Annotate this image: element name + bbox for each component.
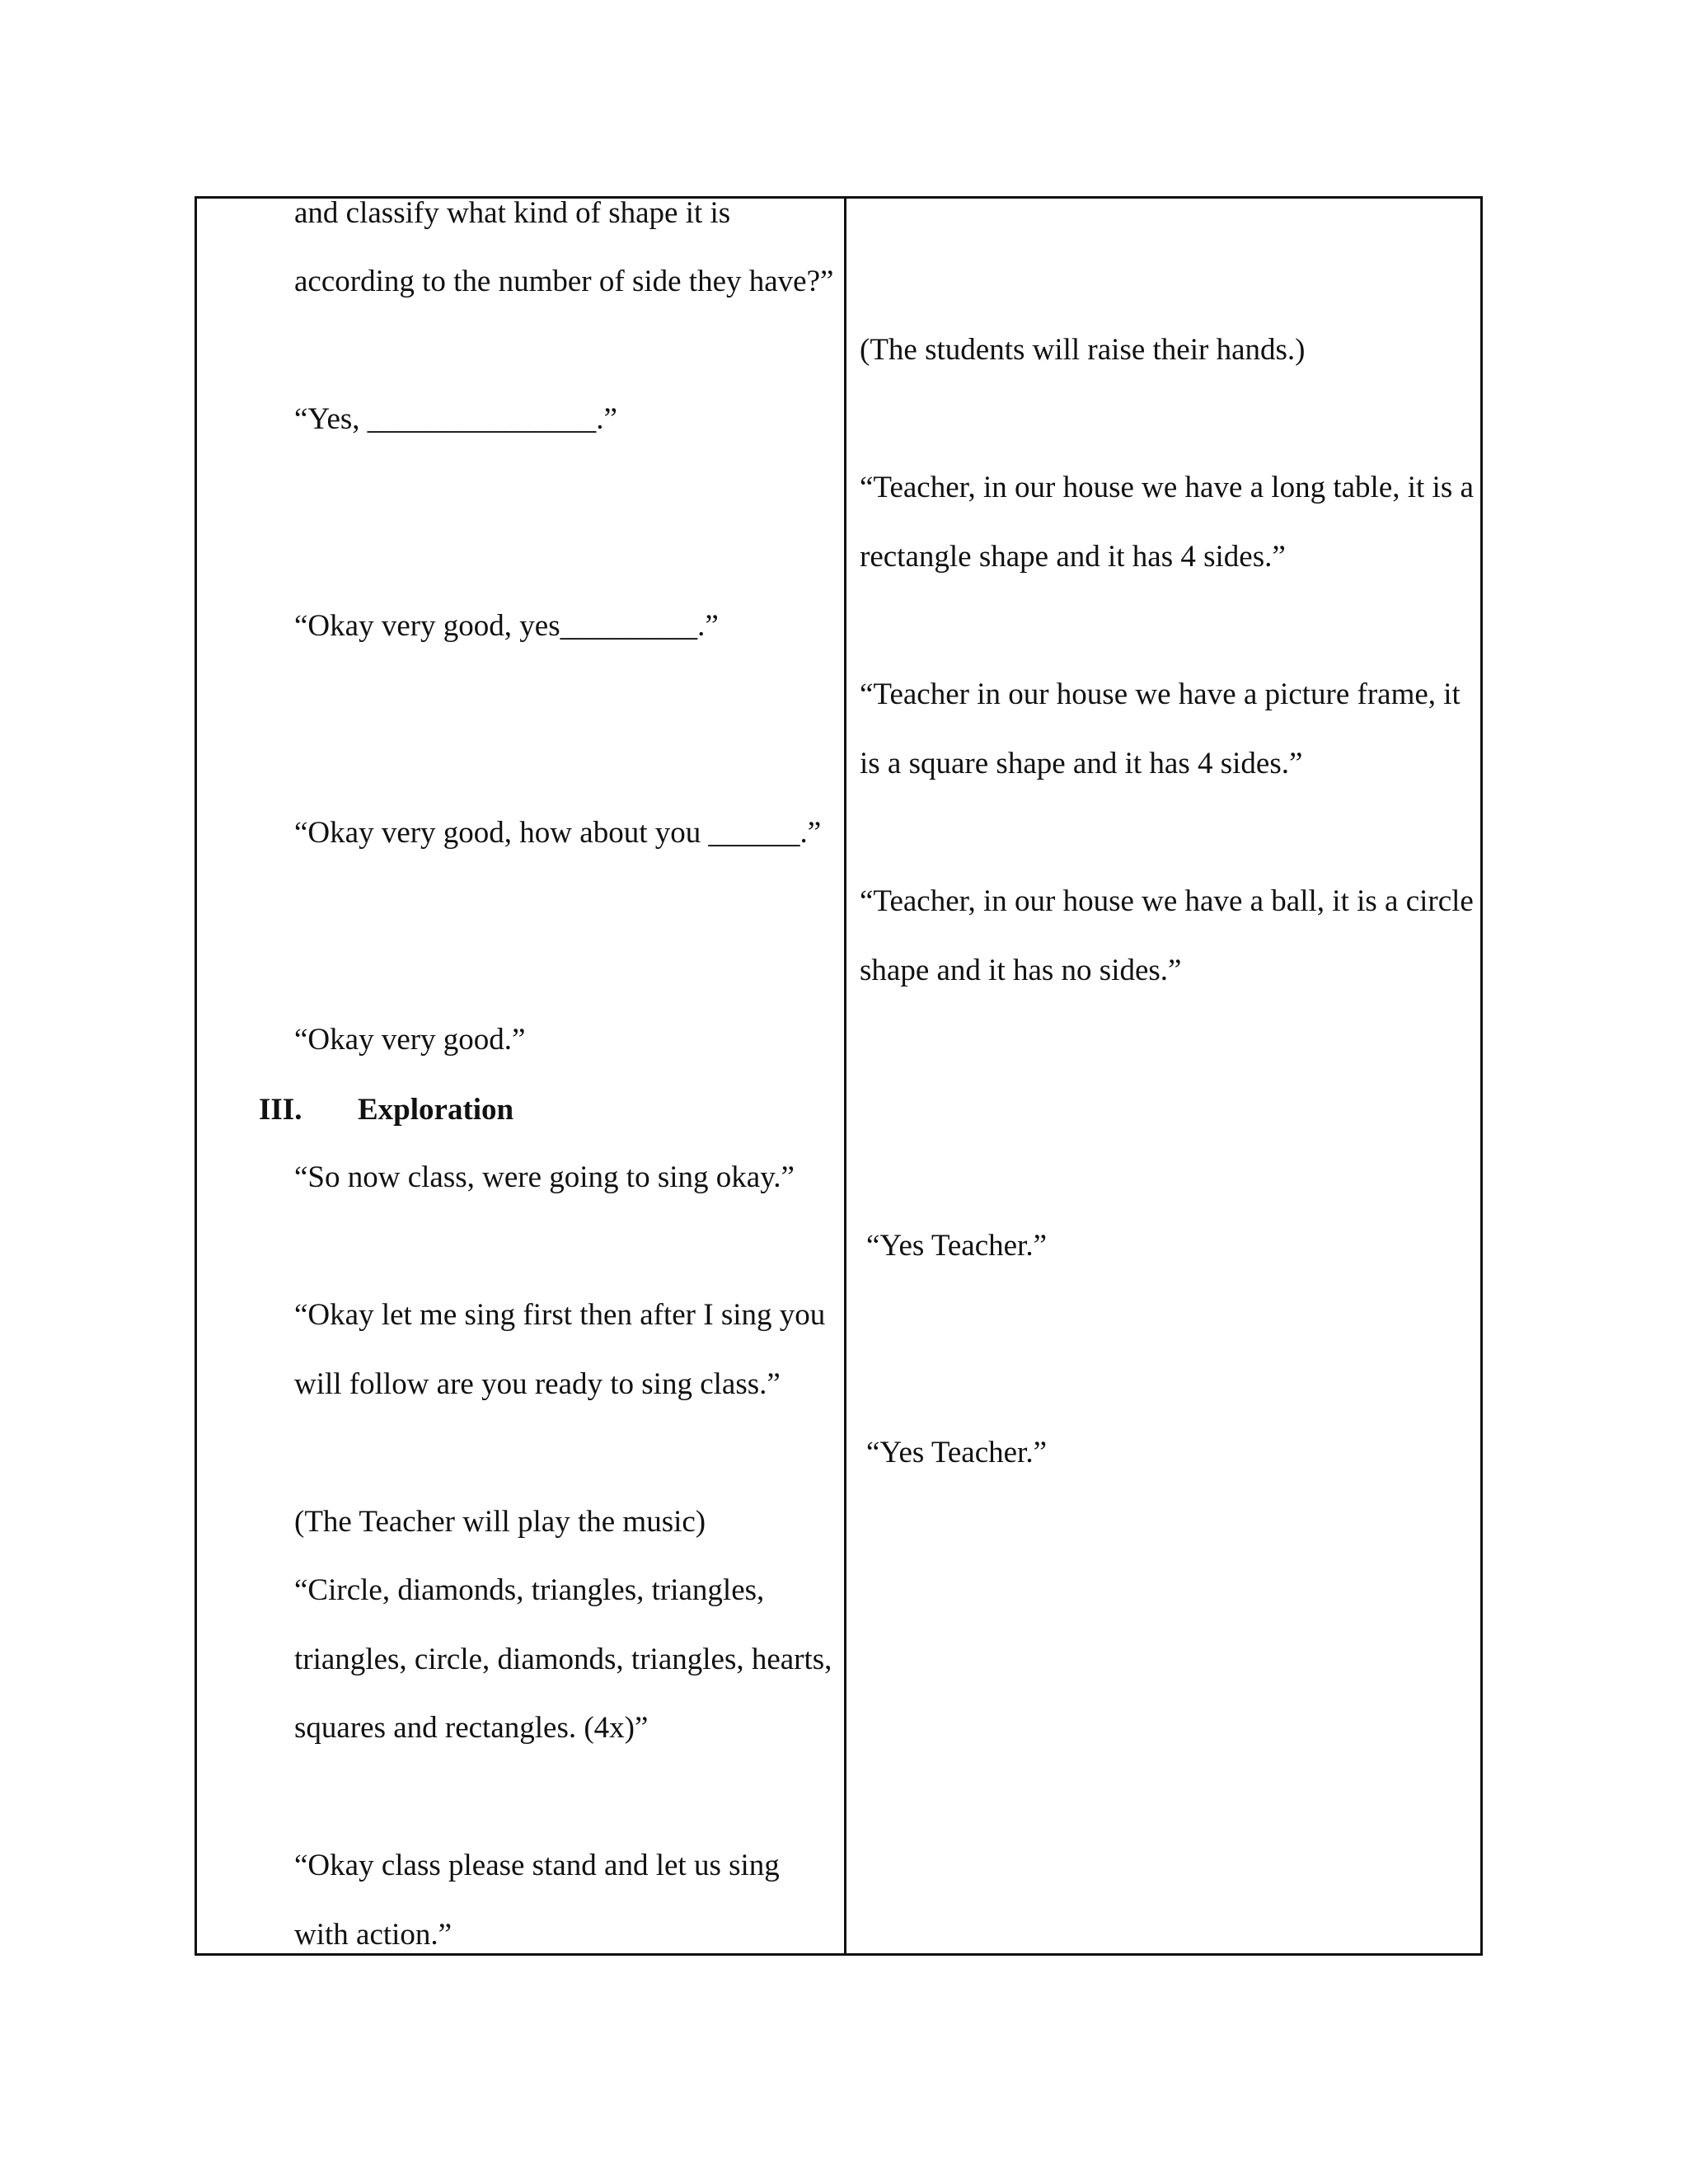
student-line: “Yes Teacher.” xyxy=(866,1229,1048,1263)
teacher-line: “Yes, _______________.” xyxy=(294,402,617,436)
teacher-line: “Okay very good, how about you ______.” xyxy=(294,816,822,850)
teacher-line: “Okay very good, yes_________.” xyxy=(294,609,719,643)
teacher-line: “Okay let me sing first then after I sing you xyxy=(294,1298,826,1332)
teacher-line: triangles, circle, diamonds, triangles, hearts, xyxy=(294,1643,832,1676)
student-line: (The students will raise their hands.) xyxy=(860,333,1306,367)
lesson-plan-table xyxy=(195,196,1483,1956)
section-number: III. xyxy=(259,1093,302,1127)
teacher-line: with action.” xyxy=(294,1918,452,1952)
teacher-line: “Okay class please stand and let us sing xyxy=(294,1849,780,1882)
teacher-line: will follow are you ready to sing class.” xyxy=(294,1367,781,1401)
student-line: rectangle shape and it has 4 sides.” xyxy=(860,540,1286,574)
teacher-line: “So now class, were going to sing okay.” xyxy=(294,1160,795,1194)
teacher-line: “Circle, diamonds, triangles, triangles, xyxy=(294,1573,765,1607)
teacher-line: according to the number of side they have?” xyxy=(294,265,834,298)
teacher-line: (The Teacher will play the music) xyxy=(294,1505,706,1539)
column-divider xyxy=(844,196,846,1956)
student-line: “Teacher, in our house we have a long table, it is a xyxy=(860,471,1474,504)
teacher-line: squares and rectangles. (4x)” xyxy=(294,1711,649,1745)
student-line: “Yes Teacher.” xyxy=(866,1436,1048,1469)
student-line: “Teacher, in our house we have a ball, it is a circle xyxy=(860,884,1474,918)
section-title: Exploration xyxy=(358,1093,514,1127)
student-line: shape and it has no sides.” xyxy=(860,954,1182,987)
student-line: “Teacher in our house we have a picture frame, it xyxy=(860,677,1461,711)
teacher-line: “Okay very good.” xyxy=(294,1023,526,1057)
student-line: is a square shape and it has 4 sides.” xyxy=(860,747,1303,780)
teacher-line: and classify what kind of shape it is xyxy=(294,196,731,230)
